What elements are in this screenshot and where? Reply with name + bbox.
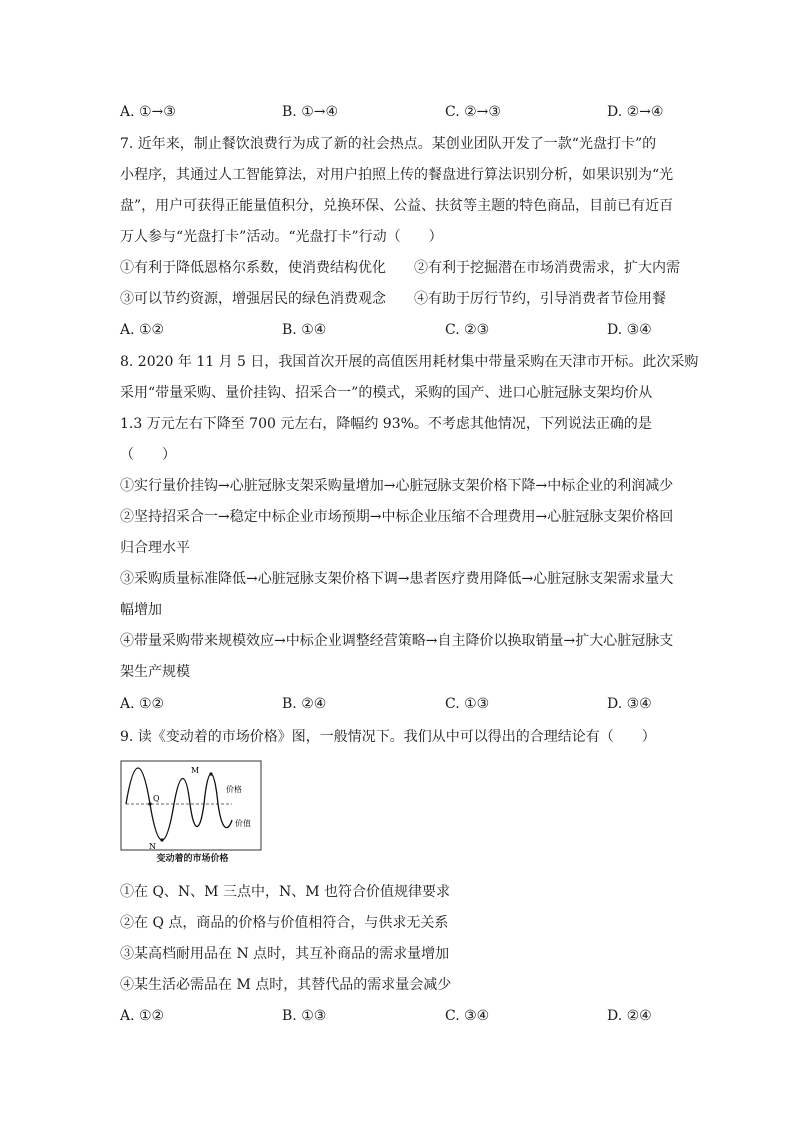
q8-statement-4b: 架生产规模 [120, 664, 190, 680]
q7-stem-line-4: 万人参与“光盘打卡”活动。“光盘打卡”行动（ ） [120, 229, 443, 245]
q8-stem-line-2: 采用“带量采购、量价挂钩、招采合一”的模式，采购的国产、进口心脏冠脉支架均价从 [120, 385, 653, 401]
q9-options [120, 1006, 660, 1026]
q7-option-a[interactable]: A. ①② [120, 322, 165, 338]
q7-statement-1-2: ①有利于降低恩格尔系数，使消费结构优化 ②有利于挖掘潜在市场消费需求，扩大内需 [120, 260, 680, 276]
q8-stem-line-3: 1.3 万元左右下降至 700 元左右，降幅约 93%。不考虑其他情况，下列说法正确的是 [120, 416, 652, 432]
q9-option-a[interactable]: A. ①② [120, 1008, 165, 1024]
q7-option-c[interactable]: C. ②③ [445, 322, 490, 338]
q7-stem-line-2: 小程序，其通过人工智能算法，对用户拍照上传的餐盘进行算法识别分析，如果识别为“光 [120, 167, 674, 183]
q9-option-b[interactable]: B. ①③ [282, 1008, 327, 1024]
q9-statement-4: ④某生活必需品在 M 点时，其替代品的需求量会减少 [120, 977, 452, 993]
q9-option-c[interactable]: C. ③④ [445, 1008, 490, 1024]
q7-option-d[interactable]: D. ③④ [607, 322, 652, 338]
q7-option-b[interactable]: B. ①④ [282, 322, 327, 338]
q6-option-d[interactable]: D. ②→④ [607, 104, 664, 120]
q7-stem-line-3: 盘”，用户可获得正能量值积分，兑换环保、公益、扶贫等主题的特色商品，目前已有近百 [120, 198, 674, 214]
q6-option-a[interactable]: A. ①→③ [120, 104, 176, 120]
price-curve-label: 价格 [226, 785, 242, 794]
q8-option-d[interactable]: D. ③④ [607, 696, 652, 712]
q8-statement-1: ①实行量价挂钩→心脏冠脉支架采购量增加→心脏冠脉支架价格下降→中标企业的利润减少 [120, 478, 674, 494]
value-line-label: 价值 [235, 819, 251, 828]
q9-stem: 9. 读《变动着的市场价格》图，一般情况下。我们从中可以得出的合理结论有（ ） [120, 729, 656, 745]
q8-option-b[interactable]: B. ②④ [282, 696, 327, 712]
point-q-label: Q [153, 794, 160, 803]
q9-statement-3: ③某高档耐用品在 N 点时，其互补商品的需求量增加 [120, 946, 450, 962]
q8-statement-4a: ④带量采购带来规模效应→中标企业调整经营策略→自主降价以换取销量→扩大心脏冠脉支 [120, 633, 674, 649]
point-q-marker [148, 802, 151, 805]
q8-stem-line-1: 8. 2020 年 11 月 5 日，我国首次开展的高值医用耗材集中带量采购在天津市开标。此次采购 [120, 354, 699, 370]
q6-option-c[interactable]: C. ②→③ [445, 104, 501, 120]
q8-statement-3b: 幅增加 [120, 602, 162, 618]
q8-options [120, 694, 660, 714]
point-n-marker [160, 838, 163, 841]
q8-option-a[interactable]: A. ①② [120, 696, 165, 712]
q6-options [120, 102, 664, 122]
q7-options [120, 320, 660, 340]
market-price-diagram [120, 760, 265, 852]
point-m-marker [209, 772, 212, 775]
q8-statement-3a: ③采购质量标准降低→心脏冠脉支架价格下调→患者医疗费用降低→心脏冠脉支架需求量大 [120, 571, 674, 587]
figure-caption: 变动着的市场价格 [156, 854, 229, 864]
market-price-figure [120, 760, 265, 872]
q8-statement-2a: ②坚持招采合一→稳定中标企业市场预期→中标企业压缩不合理费用→心脏冠脉支架价格回 [120, 509, 674, 525]
q8-stem-line-4: （ ） [120, 447, 176, 463]
q9-option-d[interactable]: D. ②④ [607, 1008, 652, 1024]
point-n-label: N [149, 842, 156, 851]
point-m-label: M [191, 766, 200, 775]
q8-option-c[interactable]: C. ①③ [445, 696, 490, 712]
q6-option-b[interactable]: B. ①→④ [282, 104, 339, 120]
q9-statement-1: ①在 Q、N、M 三点中，N、M 也符合价值规律要求 [120, 884, 450, 900]
q8-statement-2b: 归合理水平 [120, 540, 190, 556]
q7-statement-3-4: ③可以节约资源，增强居民的绿色消费观念 ④有助于厉行节约，引导消费者节俭用餐 [120, 291, 666, 307]
q9-statement-2: ②在 Q 点，商品的价格与价值相符合，与供求无关系 [120, 915, 449, 931]
q7-stem-line-1: 7. 近年来，制止餐饮浪费行为成了新的社会热点。某创业团队开发了一款“光盘打卡”的 [120, 136, 657, 152]
